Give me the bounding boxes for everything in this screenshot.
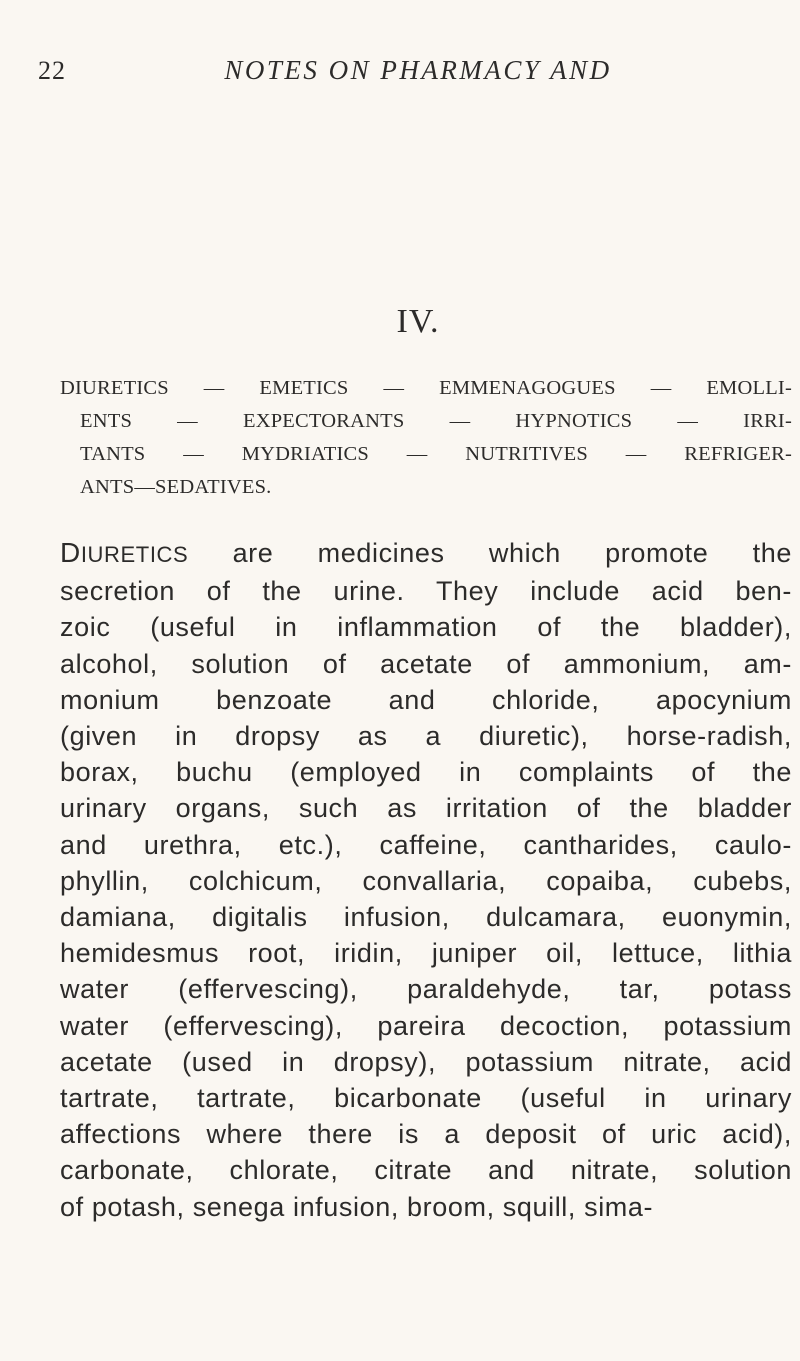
body-line: damiana, digitalis infusion, dulcamara, euonymin,: [60, 902, 792, 933]
lead-initial: D: [60, 537, 81, 568]
body-line: affections where there is a deposit of uric acid),: [60, 1119, 792, 1150]
body-line: secretion of the urine. They include acid ben-: [60, 576, 792, 607]
body-line: of potash, senega infusion, broom, squill, sima-: [60, 1191, 654, 1222]
body-line: hemidesmus root, iridin, juniper oil, lettuce, lithia: [60, 938, 792, 969]
body-line: monium benzoate and chloride, apocynium: [60, 684, 792, 715]
body-line: borax, buchu (employed in complaints of the: [60, 757, 792, 788]
running-head: NOTES ON PHARMACY AND: [224, 55, 612, 85]
page-number: 22: [38, 56, 66, 85]
summary-line: TANTS — MYDRIATICS — NUTRITIVES — REFRIGER-: [80, 443, 792, 465]
body-paragraph: [60, 535, 792, 1225]
chapter-number: IV.: [396, 303, 440, 340]
body-line: phyllin, colchicum, convallaria, copaiba, cubebs,: [60, 865, 792, 896]
body-line: (given in dropsy as a diuretic), horse-radish,: [60, 721, 792, 752]
body-line: urinary organs, such as irritation of the bladder: [60, 793, 792, 824]
body-line: carbonate, chlorate, citrate and nitrate, solution: [60, 1155, 792, 1186]
body-line: and urethra, etc.), caffeine, cantharides, caulo-: [60, 829, 792, 860]
summary-line: ANTS—SEDATIVES.: [80, 476, 272, 498]
summary-line: DIURETICS — EMETICS — EMMENAGOGUES — EMOLLI-: [60, 377, 792, 399]
summary-line: ENTS — EXPECTORANTS — HYPNOTICS — IRRI-: [80, 410, 792, 432]
body-line: alcohol, solution of acetate of ammonium, am-: [60, 648, 792, 679]
body-line: acetate (used in dropsy), potassium nitrate, acid: [60, 1046, 792, 1077]
body-line-text: are medicines which promote the: [188, 538, 792, 568]
lead-smallcaps: IURETICS: [80, 542, 189, 567]
body-line: tartrate, tartrate, bicarbonate (useful in urinary: [60, 1083, 792, 1114]
body-line: zoic (useful in inflammation of the bladder),: [60, 612, 792, 643]
body-line: water (effervescing), paraldehyde, tar, potass: [60, 974, 792, 1005]
chapter-summary: [60, 372, 792, 504]
body-line: [60, 535, 792, 573]
body-line: water (effervescing), pareira decoction, potassium: [60, 1010, 792, 1041]
